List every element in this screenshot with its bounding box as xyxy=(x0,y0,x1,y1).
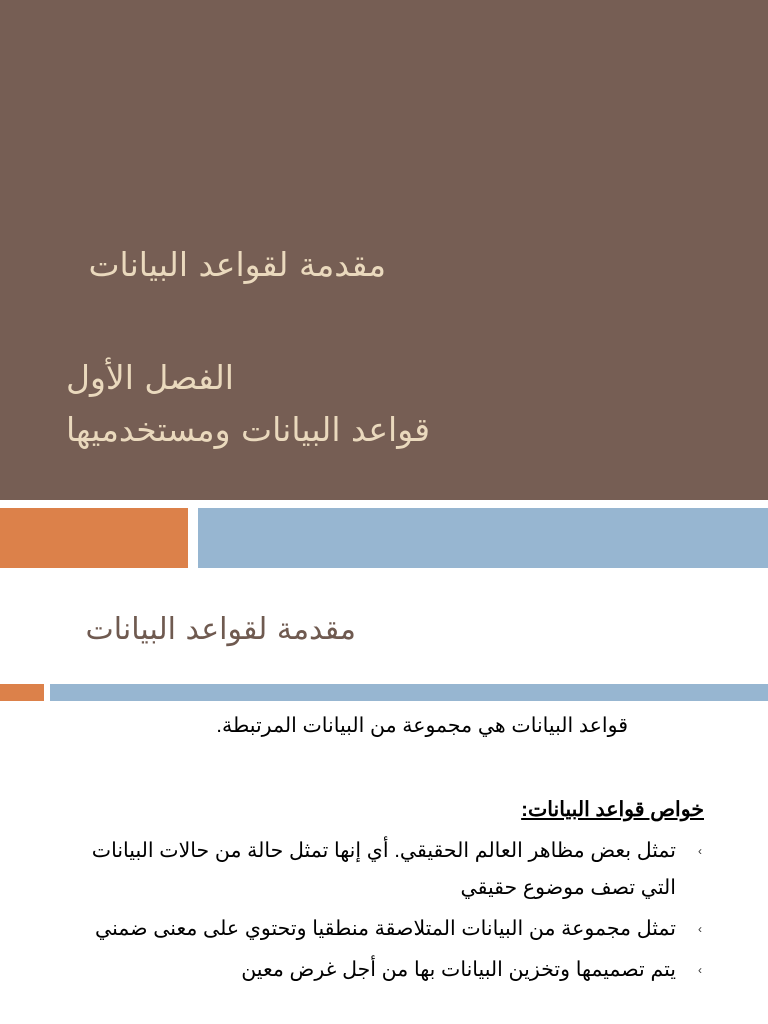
content-slide xyxy=(0,568,768,1024)
list-item-text: تمثل بعض مظاهر العالم الحقيقي. أي إنها تمثل حالة من حالات البيانات التي تصف موضوع حقيقي xyxy=(91,839,676,899)
blue-divider-bar xyxy=(50,684,768,701)
list-item-text: تمثل مجموعة من البيانات المتلاصقة منطقيا وتحتوي على معنى ضمني xyxy=(94,917,676,940)
list-item xyxy=(60,832,704,906)
list-item-text: يتم تصميمها وتخزين البيانات بها من أجل غرض معين xyxy=(241,958,676,981)
content-slide-title: مقدمة لقواعد البيانات xyxy=(85,612,356,647)
properties-list xyxy=(60,832,704,988)
subtitle-line-topic: قواعد البيانات ومستخدميها xyxy=(66,410,431,449)
title-panel xyxy=(0,0,768,500)
slide-subtitle xyxy=(66,352,466,456)
intro-paragraph: قواعد البيانات هي مجموعة من البيانات المرتبطة. xyxy=(216,714,628,737)
chevron-bullet-icon: › xyxy=(698,963,702,977)
blue-accent-bar xyxy=(198,508,768,568)
chevron-bullet-icon: › xyxy=(698,844,702,858)
orange-divider-bar xyxy=(0,684,44,701)
chevron-bullet-icon: › xyxy=(698,922,702,936)
slide-title: مقدمة لقواعد البيانات xyxy=(88,245,386,284)
list-item xyxy=(60,910,704,947)
orange-accent-bar xyxy=(0,508,188,568)
content-body xyxy=(60,706,704,992)
properties-heading: خواص قواعد البيانات: xyxy=(521,798,704,821)
list-item xyxy=(60,951,704,988)
subtitle-line-chapter: الفصل الأول xyxy=(66,358,234,397)
